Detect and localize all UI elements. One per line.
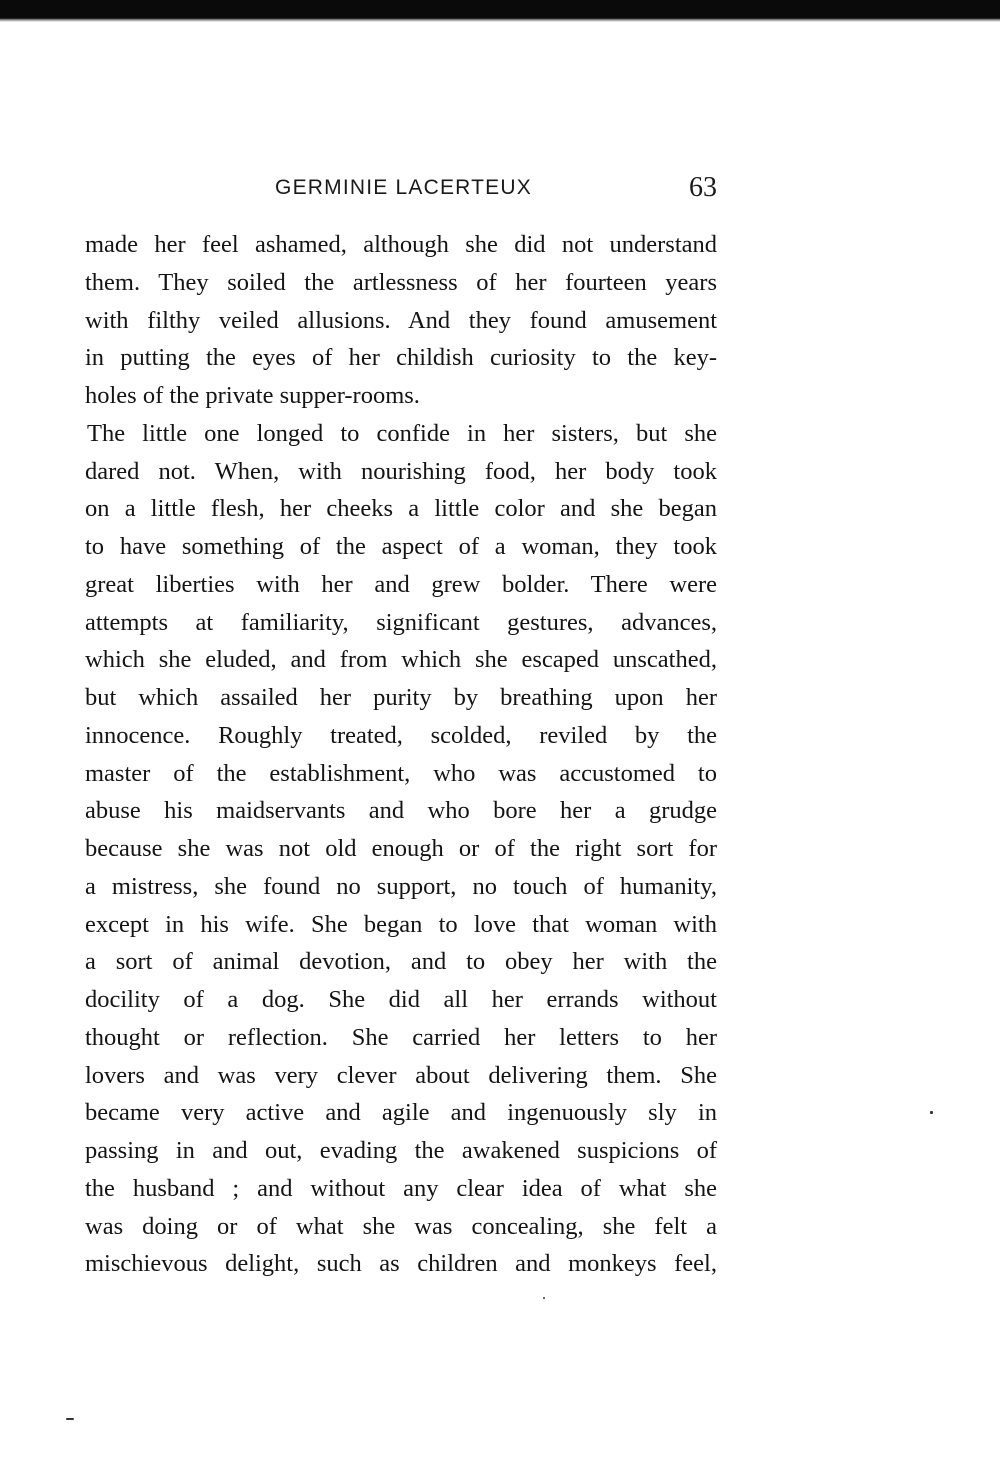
text-line: became very active and agile and ingenuously sly in <box>85 1099 717 1127</box>
text-line: them. They soiled the artlessness of her fourteen years <box>85 268 717 296</box>
text-line: lovers and was very clever about delivering them. She <box>85 1061 717 1089</box>
page-number: 63 <box>689 172 717 203</box>
text-line: on a little flesh, her cheeks a little color and she began <box>85 495 717 523</box>
text-line: a mistress, she found no support, no touch of humanity, <box>85 872 717 900</box>
text-line: attempts at familiarity, significant gestures, advances, <box>85 608 717 636</box>
text-line: holes of the private supper-rooms. <box>85 382 420 409</box>
text-line: thought or reflection. She carried her letters to her <box>85 1023 717 1051</box>
paragraph <box>85 415 717 1283</box>
text-line: was doing or of what she was concealing, she felt a <box>85 1212 717 1240</box>
text-line: to have something of the aspect of a woman, they took <box>85 533 717 560</box>
text-line: but which assailed her purity by breathing upon her <box>85 684 717 711</box>
scan-speck <box>930 1111 933 1114</box>
text-line: innocence. Roughly treated, scolded, reviled by the <box>85 721 717 749</box>
text-line: the husband ; and without any clear idea of what she <box>85 1174 717 1202</box>
text-line: a sort of animal devotion, and to obey her with the <box>85 948 717 976</box>
scan-speck <box>66 1418 74 1420</box>
text-line: made her feel ashamed, although she did not understand <box>85 231 717 258</box>
running-title: GERMINIE LACERTEUX <box>275 176 532 199</box>
text-line: docility of a dog. She did all her errands without <box>85 986 717 1013</box>
text-line: abuse his maidservants and who bore her a grudge <box>85 797 717 825</box>
paragraph <box>85 226 717 415</box>
text-line: mischievous delight, such as children and monkeys feel, <box>85 1250 717 1278</box>
text-line: because she was not old enough or of the right sort for <box>85 835 717 862</box>
text-line: master of the establishment, who was accustomed to <box>85 759 717 787</box>
text-line: which she eluded, and from which she escaped unscathed, <box>85 646 717 674</box>
scan-speck <box>543 1297 545 1299</box>
body-text <box>85 226 717 1283</box>
text-line: great liberties with her and grew bolder. There were <box>85 570 717 598</box>
text-line: in putting the eyes of her childish curiosity to the key- <box>85 344 717 372</box>
scan-top-border <box>0 0 1000 19</box>
text-line: dared not. When, with nourishing food, her body took <box>85 457 717 485</box>
text-line: The little one longed to confide in her sisters, but she <box>87 419 717 447</box>
text-line: except in his wife. She began to love that woman with <box>85 910 717 938</box>
text-line: passing in and out, evading the awakened suspicions of <box>85 1137 717 1164</box>
text-line: with filthy veiled allusions. And they found amusement <box>85 306 717 334</box>
running-head <box>85 172 717 208</box>
